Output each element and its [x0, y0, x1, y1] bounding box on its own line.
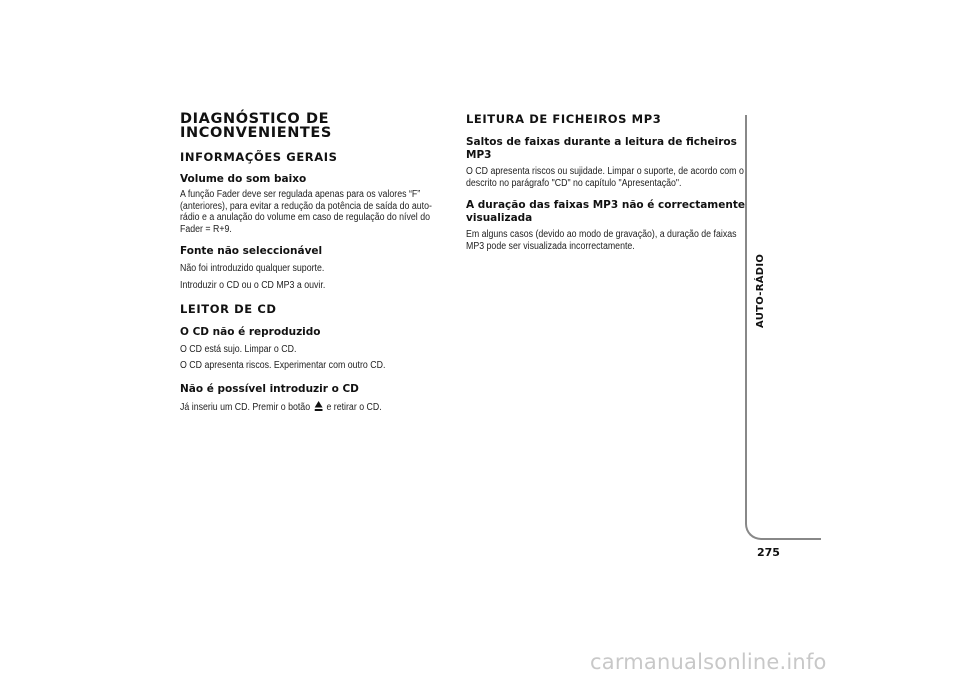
text-cd-dirty: O CD está sujo. Limpar o CD.	[180, 343, 297, 355]
page-number: 275	[757, 546, 780, 559]
text-mp3-skip: O CD apresenta riscos ou sujidade. Limpar o suporte, de acordo com o descrito no parágrafo "CD" no capítulo "Apresentação".	[466, 166, 744, 189]
text-mp3-duration: Em alguns casos (devido ao modo de gravação), a duração de faixas MP3 pode ser visualizada incorrectamente.	[466, 229, 737, 252]
heading-mp3: LEITURA DE FICHEIROS MP3	[466, 112, 662, 126]
text-source-1: Não foi introduzido qualquer suporte.	[180, 263, 325, 275]
eject-icon	[314, 401, 322, 415]
text-low-volume: A função Fader deve ser regulada apenas para os valores “F” (anteriores), para evitar a redução da potência de saída do auto-rádio e a anulação do volume em caso de regulação do nível do Fader = R+9.	[180, 189, 432, 235]
heading-cd-player: LEITOR DE CD	[180, 301, 277, 316]
text-source-2: Introduzir o CD ou o CD MP3 a ouvir.	[180, 279, 326, 291]
text-cd-insert-b: e retirar o CD.	[326, 401, 382, 413]
section-label: AUTO-RÁDIO	[755, 253, 766, 328]
left-column	[180, 112, 450, 414]
subheading-mp3-skip: Saltos de faixas durante a leitura de ficheiros MP3	[466, 136, 737, 161]
subheading-cd-insert: Não é possível introduzir o CD	[180, 382, 359, 395]
subheading-cd-not-playing: O CD não é reproduzido	[180, 325, 321, 338]
subheading-mp3-duration: A duração das faixas MP3 não é correctamente visualizada	[466, 199, 745, 225]
page-title: DIAGNÓSTICO DE INCONVENIENTES	[180, 111, 332, 141]
text-cd-insert-a: Já inseriu um CD. Premir o botão	[180, 401, 311, 413]
watermark: carmanualsonline.info	[590, 650, 827, 674]
text-cd-insert	[180, 401, 451, 415]
right-column	[466, 112, 751, 252]
subheading-low-volume: Volume do som baixo	[180, 173, 307, 185]
subheading-source: Fonte não seleccionável	[180, 245, 323, 258]
text-cd-scratched: O CD apresenta riscos. Experimentar com outro CD.	[180, 360, 386, 372]
heading-general-info: INFORMAÇÕES GERAIS	[180, 150, 338, 164]
